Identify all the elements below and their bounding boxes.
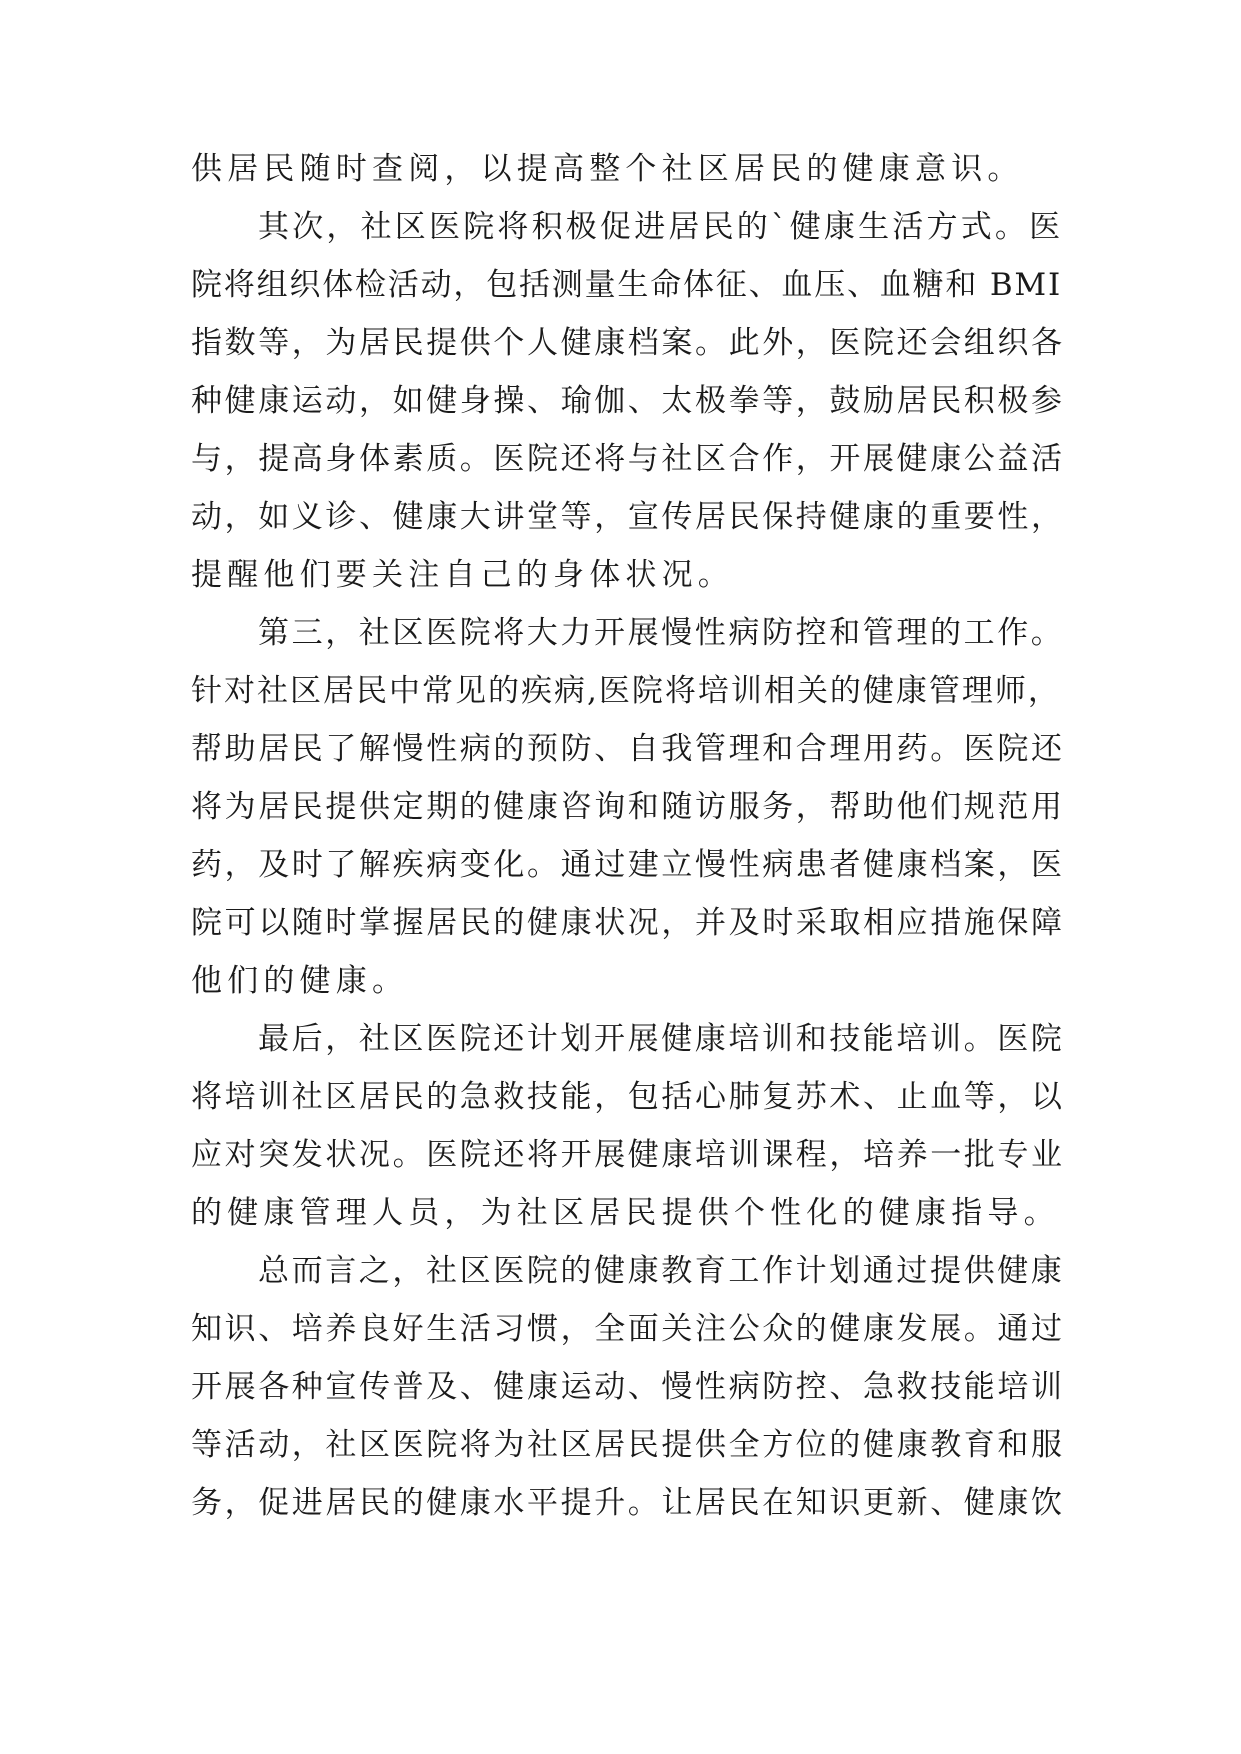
text-line: 的健康管理人员，为社区居民提供个性化的健康指导。 <box>191 1195 1060 1231</box>
text-line: 将为居民提供定期的健康咨询和随访服务，帮助他们规范用 <box>191 789 1065 825</box>
text-line: 动，如义诊、健康大讲堂等，宣传居民保持健康的重要性， <box>191 499 1065 535</box>
paragraph-first-line: 其次，社区医院将积极促进居民的`健康生活方式。医 <box>258 209 1064 245</box>
text-line: 指数等，为居民提供个人健康档案。此外，医院还会组织各 <box>191 325 1065 361</box>
paragraph-first-line: 第三，社区医院将大力开展慢性病防控和管理的工作。 <box>258 615 1065 651</box>
text-line: 院可以随时掌握居民的健康状况，并及时采取相应措施保障 <box>191 905 1065 941</box>
text-line: 针对社区居民中常见的疾病,医院将培训相关的健康管理师， <box>191 673 1061 709</box>
text-line: 等活动，社区医院将为社区居民提供全方位的健康教育和服 <box>191 1427 1065 1463</box>
paragraph-first-line: 总而言之，社区医院的健康教育工作计划通过提供健康 <box>258 1253 1065 1289</box>
text-line: 与，提高身体素质。医院还将与社区合作，开展健康公益活 <box>191 441 1065 477</box>
text-line: 他们的健康。 <box>191 963 409 999</box>
paragraph-first-line: 最后，社区医院还计划开展健康培训和技能培训。医院 <box>258 1021 1065 1057</box>
text-line: 将培训社区居民的急救技能，包括心肺复苏术、止血等，以 <box>191 1079 1065 1115</box>
text-line: 应对突发状况。医院还将开展健康培训课程，培养一批专业 <box>191 1137 1065 1173</box>
text-line: 供居民随时查阅，以提高整个社区居民的健康意识。 <box>191 151 1024 187</box>
text-line: 务，促进居民的健康水平提升。让居民在知识更新、健康饮 <box>191 1485 1065 1521</box>
text-line: 开展各种宣传普及、健康运动、慢性病防控、急救技能培训 <box>191 1369 1065 1405</box>
text-line: 药，及时了解疾病变化。通过建立慢性病患者健康档案，医 <box>191 847 1065 883</box>
text-line: 种健康运动，如健身操、瑜伽、太极拳等，鼓励居民积极参 <box>191 383 1065 419</box>
text-line: 院将组织体检活动，包括测量生命体征、血压、血糖和 BMI <box>191 267 1063 303</box>
text-line: 知识、培养良好生活习惯，全面关注公众的健康发展。通过 <box>191 1311 1065 1347</box>
text-line: 帮助居民了解慢性病的预防、自我管理和合理用药。医院还 <box>191 731 1065 767</box>
text-line: 提醒他们要关注自己的身体状况。 <box>191 557 734 593</box>
